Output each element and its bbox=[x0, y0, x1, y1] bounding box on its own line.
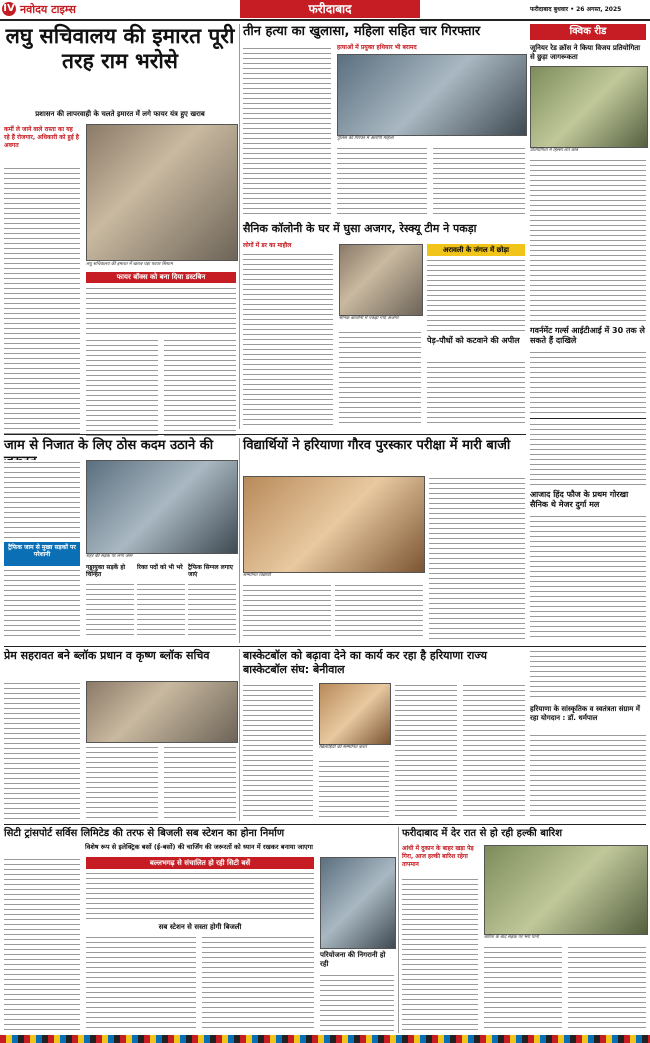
body-text bbox=[530, 514, 646, 639]
body-text bbox=[243, 683, 313, 819]
story-headline: बास्केटबॉल को बढ़ावा देने का कार्य कर रहा है हरियाणा राज्य बास्केटबॉल संघ: बेनीवाल bbox=[243, 649, 488, 676]
story-secretariat bbox=[4, 24, 236, 442]
body-text bbox=[433, 146, 525, 216]
news-photo bbox=[484, 845, 648, 935]
body-text bbox=[337, 146, 427, 216]
column-divider bbox=[398, 827, 399, 1033]
story-murders bbox=[243, 24, 525, 219]
story-highlight: फायर बॉक्स को बना दिया डस्टबिन bbox=[86, 272, 236, 283]
body-text bbox=[4, 166, 80, 436]
news-photo bbox=[319, 683, 391, 745]
section-rule bbox=[4, 824, 646, 825]
photo-caption: खिलाड़ियों को सम्मानित करते bbox=[319, 745, 367, 750]
body-text bbox=[202, 935, 314, 1031]
body-text bbox=[339, 330, 421, 427]
news-photo bbox=[339, 244, 423, 316]
body-text bbox=[427, 258, 525, 332]
column-divider bbox=[239, 438, 240, 643]
issue-date: बुधवार • 26 अगस्त, 2025 bbox=[553, 6, 622, 13]
story-subhead: विशेष रूप से इलेक्ट्रिक बसों (ई-बसों) की चार्जिंग की जरूरतों को ध्यान में रखकर बनाया जाएगा bbox=[85, 843, 313, 851]
body-text bbox=[164, 745, 236, 819]
news-photo bbox=[86, 460, 238, 554]
story-headline: सैनिक कॉलोनी के घर में घुसा अजगर, रेस्क्यू टीम ने पकड़ा bbox=[243, 222, 477, 235]
body-text bbox=[86, 286, 236, 334]
body-text bbox=[243, 46, 331, 216]
story-dharmpal bbox=[530, 649, 646, 821]
section-title: फरीदाबाद bbox=[240, 0, 420, 18]
story-rain bbox=[402, 827, 646, 1033]
body-text bbox=[530, 158, 646, 323]
story-headline: लघु सचिवालय की इमारत पूरी तरह राम भरोसे bbox=[5, 24, 235, 73]
photo-caption: लघु सचिवालय की इमारत में खराब पड़ा फायर सिस्टम bbox=[86, 262, 173, 267]
body-text bbox=[4, 681, 80, 819]
quick-read bbox=[530, 24, 646, 414]
story-subhead: प्रशासन की लापरवाही के चलते इमारत में लगे फायर यंत्र हुए खराब bbox=[35, 110, 205, 118]
body-text bbox=[137, 582, 185, 638]
story-headline: हरियाणा के सांस्कृतिक व स्वतंत्रता संग्राम में रहा योगदान : डॉ. धर्मपाल bbox=[530, 705, 640, 722]
body-text bbox=[395, 683, 457, 819]
news-photo bbox=[530, 66, 648, 148]
body-text bbox=[335, 583, 423, 640]
story-headline: तीन हत्या का खुलासा, महिला सहित चार गिरफ्तार bbox=[243, 24, 481, 39]
date-line bbox=[530, 5, 621, 13]
story-headline: गवर्नमेंट गर्ल्स आईटीआई में 30 तक ले सकते हैं दाखिले bbox=[530, 326, 645, 345]
photo-caption: प्रतियोगिता में हिस्सा लेते छात्र bbox=[530, 148, 578, 153]
body-text bbox=[4, 568, 80, 638]
paper-name: नवोदय टाइम्स bbox=[20, 3, 76, 16]
story-substation bbox=[4, 827, 394, 1033]
column-divider bbox=[239, 649, 240, 821]
box-headline: आंधी में दुकान के बाहर खड़ा पेड़ गिरा, आज हल्की बारिश रहेगा तापमान bbox=[402, 845, 474, 868]
body-text bbox=[429, 476, 525, 640]
news-photo bbox=[320, 857, 396, 949]
box-headline: अरावली के जंगल में छोड़ा bbox=[427, 244, 525, 256]
story-students bbox=[243, 438, 525, 643]
body-text bbox=[4, 460, 80, 540]
story-basketball bbox=[243, 649, 525, 821]
story-headline: जूनियर रेड क्रॉस ने किया विजय प्रतियोगिता से छुड़ा जागरूकता bbox=[530, 44, 641, 61]
top-rule bbox=[0, 19, 650, 21]
body-text bbox=[568, 945, 646, 1031]
mini-headline: रिक्त पदों को भी भरे bbox=[137, 564, 183, 571]
photo-caption: पुलिस की गिरफ्त में आरोपी महिला bbox=[337, 136, 394, 141]
body-text bbox=[86, 338, 158, 436]
story-block-president bbox=[4, 649, 236, 821]
body-text bbox=[402, 877, 478, 1031]
photo-caption: बारिश के बाद सड़क पर भरा पानी bbox=[484, 935, 539, 940]
story-headline: जाम से निजात के लिए ठोस कदम उठाने की bbox=[4, 438, 214, 453]
news-photo bbox=[243, 476, 425, 573]
body-text bbox=[4, 857, 80, 1031]
news-photo bbox=[86, 681, 238, 743]
mini-headline: गड्ढायुक्त सड़कें हो चिन्हित bbox=[86, 564, 126, 578]
body-text bbox=[530, 350, 646, 414]
photo-caption: सैनिक कॉलोनी में पकड़ा गया अजगर bbox=[339, 316, 399, 321]
photo-caption: सम्मानित विद्यार्थी bbox=[243, 573, 271, 578]
story-headline: विद्यार्थियों ने हरियाणा गौरव पुरस्कार परीक्षा में मारी बाजी bbox=[243, 438, 511, 453]
story-gorkha bbox=[530, 418, 646, 643]
body-text bbox=[86, 935, 196, 1031]
body-text bbox=[530, 422, 646, 486]
mini-headline: ट्रैफिक सिग्नल लगाए जाएं bbox=[188, 564, 234, 578]
story-headline: आजाद हिंद फौज के प्रथम गोरखा सैनिक थे मेजर दुर्गा मल bbox=[530, 490, 629, 509]
edition-name: फरीदाबाद bbox=[530, 6, 552, 13]
body-text bbox=[320, 973, 394, 1031]
story-headline: पेड़-पौधों को कटवाने की अपील bbox=[427, 336, 520, 345]
news-photo bbox=[86, 124, 238, 261]
page-number: IV bbox=[3, 3, 15, 14]
column-divider bbox=[239, 24, 240, 429]
body-text bbox=[86, 582, 134, 638]
body-text bbox=[484, 945, 562, 1031]
body-text bbox=[164, 338, 236, 436]
body-text bbox=[530, 733, 646, 819]
body-text bbox=[427, 360, 525, 427]
box-headline: सब स्टेशन से सस्ता होगी बिजली bbox=[158, 923, 242, 931]
box-headline: ट्रैफिक जाम से मुख्य सड़कों पर परेशानी bbox=[4, 542, 80, 566]
body-text bbox=[463, 683, 525, 819]
section-rule bbox=[4, 434, 526, 435]
news-photo bbox=[337, 54, 527, 136]
story-traffic bbox=[4, 438, 236, 643]
story-strap: हत्याओं में प्रयुक्त हथियार भी बरामद bbox=[337, 44, 417, 51]
story-strap: लोगों में डर का माहौल bbox=[243, 242, 292, 249]
story-rule bbox=[530, 418, 646, 419]
story-bullet: कर्मी ले जाने वाले रास्ता का यह रहे हैं रोजगार, अधिकारी को हुई है अवगत bbox=[4, 126, 79, 149]
quick-read-label: क्विक रीड bbox=[530, 24, 646, 40]
story-headline: फरीदाबाद में देर रात से हो रही हल्की बारिश bbox=[402, 828, 563, 839]
body-text bbox=[86, 745, 158, 819]
story-headline: सिटी ट्रांसपोर्ट सर्विस लिमिटेड की तरफ से बिजली सब स्टेशन का होना निर्माण bbox=[4, 828, 285, 839]
story-python bbox=[243, 222, 525, 432]
body-text bbox=[243, 252, 333, 427]
box-headline: बल्लभगढ़ से संचालित हो रही सिटी बसें bbox=[86, 857, 314, 869]
color-registration-bar bbox=[0, 1035, 650, 1043]
body-text bbox=[530, 649, 646, 701]
section-rule bbox=[4, 646, 646, 647]
body-text bbox=[319, 759, 389, 819]
body-text bbox=[243, 583, 331, 640]
inner-headline: परियोजना की निगरानी हो रही bbox=[320, 951, 386, 968]
photo-caption: शहर की सड़क पर लगा जाम bbox=[86, 554, 133, 559]
masthead bbox=[0, 0, 650, 22]
body-text bbox=[188, 582, 236, 638]
story-headline: प्रेम सहरावत बने ब्लॉक प्रधान व कृष्ण ब्लॉक सचिव bbox=[4, 649, 210, 662]
body-text bbox=[86, 871, 314, 919]
